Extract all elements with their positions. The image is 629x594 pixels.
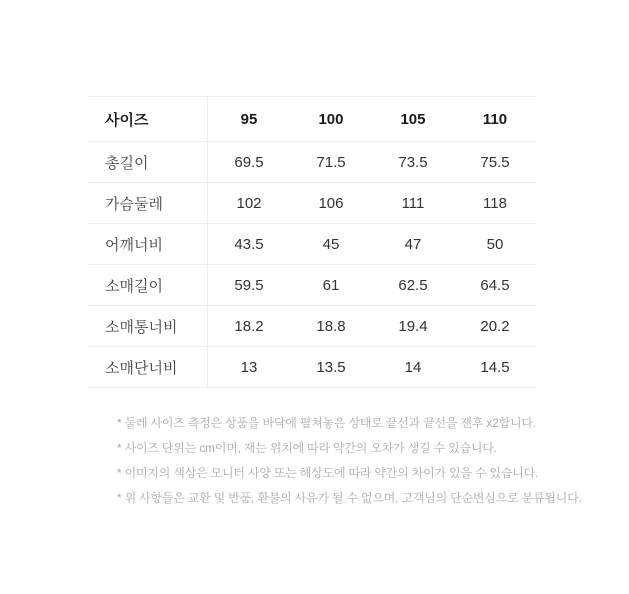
table-row (88, 347, 536, 388)
table-row (88, 183, 536, 224)
size-value-cell: 106 (290, 183, 372, 224)
size-value-cell: 43.5 (208, 224, 290, 265)
size-table-body (88, 142, 536, 388)
row-label: 총길이 (88, 142, 208, 183)
size-value-cell: 59.5 (208, 265, 290, 306)
size-value-cell: 45 (290, 224, 372, 265)
footnote-policy: * 위 사항들은 교환 및 반품, 환불의 사유가 될 수 없으며, 고객님의 단순변심으로 분류됩니다. (117, 491, 582, 505)
footnotes-section (117, 411, 587, 511)
size-value-cell: 14 (372, 347, 454, 388)
size-value-cell: 18.2 (208, 306, 290, 347)
table-row (88, 265, 536, 306)
table-header-row (88, 97, 536, 142)
size-value-cell: 69.5 (208, 142, 290, 183)
header-size-95: 95 (208, 97, 290, 142)
size-value-cell: 62.5 (372, 265, 454, 306)
size-value-cell: 102 (208, 183, 290, 224)
row-label: 가슴둘레 (88, 183, 208, 224)
row-label: 소매단너비 (88, 347, 208, 388)
size-value-cell: 20.2 (454, 306, 536, 347)
header-size-105: 105 (372, 97, 454, 142)
size-value-cell: 13 (208, 347, 290, 388)
header-size-100: 100 (290, 97, 372, 142)
size-value-cell: 73.5 (372, 142, 454, 183)
size-value-cell: 75.5 (454, 142, 536, 183)
table-row (88, 306, 536, 347)
header-size-110: 110 (454, 97, 536, 142)
row-label: 어깨너비 (88, 224, 208, 265)
size-value-cell: 14.5 (454, 347, 536, 388)
footnote-color: * 이미지의 색상은 모니터 사양 또는 해상도에 따라 약간의 차이가 있을 수 있습니다. (117, 466, 539, 480)
size-spec-table (88, 96, 536, 388)
row-label: 소매통너비 (88, 306, 208, 347)
size-table-section (88, 96, 536, 388)
size-value-cell: 50 (454, 224, 536, 265)
table-row (88, 142, 536, 183)
size-value-cell: 111 (372, 183, 454, 224)
size-table-header (88, 97, 536, 142)
size-value-cell: 18.8 (290, 306, 372, 347)
header-size-label: 사이즈 (88, 97, 208, 142)
table-row (88, 224, 536, 265)
size-value-cell: 13.5 (290, 347, 372, 388)
footnote-unit: * 사이즈 단위는 cm이며, 재는 위치에 따라 약간의 오차가 생길 수 있습니다. (117, 441, 497, 455)
size-value-cell: 71.5 (290, 142, 372, 183)
size-value-cell: 64.5 (454, 265, 536, 306)
footnote-measurement: * 둘레 사이즈 측정은 상품을 바닥에 펼쳐놓은 상태로 끝선과 끝선을 잰후 x2합니다. (117, 416, 536, 430)
size-value-cell: 61 (290, 265, 372, 306)
size-value-cell: 47 (372, 224, 454, 265)
size-value-cell: 118 (454, 183, 536, 224)
size-value-cell: 19.4 (372, 306, 454, 347)
row-label: 소매길이 (88, 265, 208, 306)
